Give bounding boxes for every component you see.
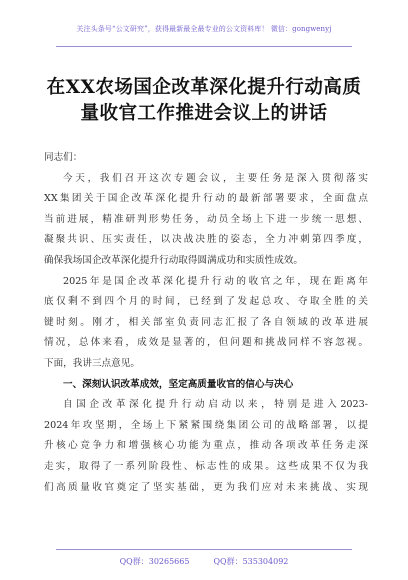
paragraph-line: 当前进展，精准研判形势任务，动员全场上下进一步统一思想、: [44, 213, 368, 225]
paragraph-line: 2025年是国企改革深化提升行动的收官之年，现在距离年: [63, 275, 368, 287]
paragraph-line: 走实，取得了一系列阶段性、标志性的成果。这些成果不仅为我: [44, 460, 368, 472]
footer: [0, 556, 408, 567]
paragraph-line: 键时刻。刚才，相关部室负责同志汇报了各自领域的改革进展: [44, 316, 368, 328]
document-body: [44, 148, 368, 498]
footer-divider: [56, 549, 352, 550]
document-title: [40, 75, 368, 127]
paragraph-line: 升核心竞争力和增强核心功能为重点，推动各项改革任务走深: [44, 440, 368, 452]
paragraph-2: [44, 272, 368, 375]
footer-qq-group-2: QQ群：535304092: [213, 557, 289, 566]
footer-qq-group-1: QQ群：30265665: [119, 557, 190, 566]
paragraph-3: [44, 395, 368, 498]
paragraph-line: 2024年攻坚期，全场上下紧紧围绕集团公司的战略部署，以提: [44, 419, 368, 431]
paragraph-line: 凝聚共识、压实责任，以决战决胜的姿态，全力冲刺第四季度，: [44, 234, 368, 246]
salutation: 同志们：: [44, 152, 83, 163]
title-line-2: 量收官工作推进会议上的讲话: [80, 103, 328, 124]
paragraph-line: XX集团关于国企改革深化提升行动的最新部署要求，全面盘点: [44, 193, 368, 205]
section-heading-1: 一、深刻认识改革成效，坚定高质量收官的信心与决心: [63, 378, 294, 390]
title-line-1: 在XX农场国企改革深化提升行动高质: [46, 77, 362, 98]
paragraph-line: 自国企改革深化提升行动启动以来，特别是进入2023-: [63, 399, 368, 411]
paragraph-line: 确保我场国企改革深化提升行动取得圆满成功和实质性成效。: [44, 254, 304, 266]
header-note: 关注头条号“公文研究”，获得最新最全最专业的公文资料库！ 微信：gongwenyj: [76, 25, 332, 33]
paragraph-line: 们高质量收官奠定了坚实基础，更为我们应对未来挑战、实现: [44, 481, 368, 493]
paragraph-1: [44, 169, 368, 272]
paragraph-line: 下面，我讲三点意见。: [44, 357, 140, 369]
header-divider: [56, 46, 352, 47]
paragraph-line: 底仅剩不到四个月的时间，已经到了发起总攻、夺取全胜的关: [44, 296, 368, 308]
paragraph-line: 情况，总体来看，成效是显著的，但问题和挑战同样不容忽视。: [44, 337, 368, 349]
paragraph-line: 今天，我们召开这次专题会议，主要任务是深入贯彻落实: [63, 172, 368, 184]
